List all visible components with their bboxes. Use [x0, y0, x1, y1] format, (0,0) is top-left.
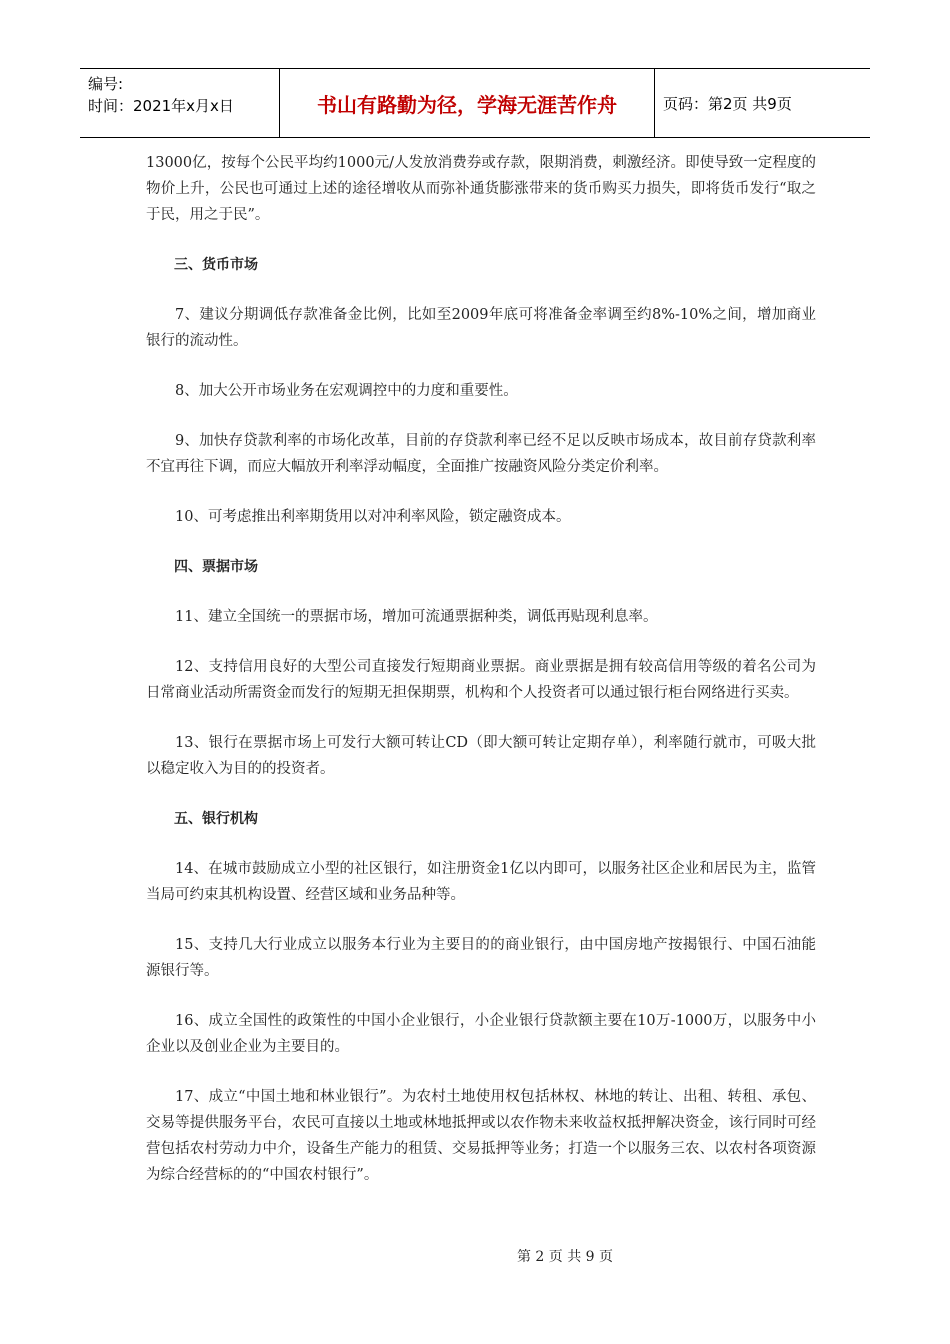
section-heading-money-market: 三、货币市场: [174, 257, 258, 273]
header-info-cell: [80, 69, 280, 137]
paragraph-13: 13、银行在票据市场上可发行大额可转让CD（即大额可转让定期存单），利率随行就市，可吸大批以稳定收入为目的的投资者。: [146, 735, 816, 777]
header-motto: 书山有路勤为径，学海无涯苦作舟: [280, 69, 655, 137]
paragraph-12: 12、支持信用良好的大型公司直接发行短期商业票据。商业票据是拥有较高信用等级的着名公司为日常商业活动所需资金而发行的短期无担保期票，机构和个人投资者可以通过银行柜台网络进行买卖。: [146, 659, 816, 701]
header-page-label: 页码：第2页 共9页: [663, 94, 792, 113]
paragraph-9: 9、加快存贷款利率的市场化改革，目前的存贷款利率已经不足以反映市场成本，故目前存贷款利率不宜再往下调，而应大幅放开利率浮动幅度，全面推广按融资风险分类定价利率。: [146, 433, 816, 475]
document-body: [146, 150, 816, 1188]
document-number-label: 编号:: [88, 75, 124, 93]
paragraph-17: 17、成立“中国土地和林业银行”。为农村土地使用权包括林权、林地的转让、出租、转租、承包、交易等提供服务平台，农民可直接以土地或林地抵押或以农作物未来收益权抵押解决资金，该行同时可经营包括农村劳动力中介，设备生产能力的租赁、交易抵押等业务；打造一个以服务三农、以农村各项资源为综合经营标的的“中国农村银行”。: [146, 1089, 816, 1183]
paragraph-16: 16、成立全国性的政策性的中国小企业银行，小企业银行贷款额主要在10万-1000万，以服务中小企业以及创业企业为主要目的。: [146, 1013, 816, 1055]
page-header: [80, 68, 870, 138]
footer-page-number: 第 2 页 共 9 页: [516, 1249, 614, 1265]
paragraph-14: 14、在城市鼓励成立小型的社区银行，如注册资金1亿以内即可，以服务社区企业和居民为主，监管当局可约束其机构设置、经营区域和业务品种等。: [146, 861, 816, 903]
section-heading-bill-market: 四、票据市场: [174, 559, 258, 575]
paragraph-11: 11、建立全国统一的票据市场，增加可流通票据种类，调低再贴现利息率。: [175, 609, 658, 625]
section-heading-banking-institutions: 五、银行机构: [174, 811, 258, 827]
paragraph-continued: 13000亿，按每个公民平均约1000元/人发放消费券或存款，限期消费，刺激经济。即使导致一定程度的物价上升，公民也可通过上述的途径增收从而弥补通货膨涨带来的货币购买力损失，即将货币发行“取之于民，用之于民”。: [146, 155, 816, 223]
paragraph-8: 8、加大公开市场业务在宏观调控中的力度和重要性。: [175, 383, 518, 399]
paragraph-10: 10、可考虑推出利率期货用以对冲利率风险，锁定融资成本。: [175, 509, 571, 525]
paragraph-7: 7、建议分期调低存款准备金比例，比如至2009年底可将准备金率调至约8%-10%之间，增加商业银行的流动性。: [146, 307, 816, 349]
paragraph-15: 15、支持几大行业成立以服务本行业为主要目的的商业银行，由中国房地产按揭银行、中国石油能源银行等。: [146, 937, 816, 979]
document-time-label: 时间：2021年x月x日: [88, 97, 234, 115]
page-footer: [0, 1246, 950, 1266]
